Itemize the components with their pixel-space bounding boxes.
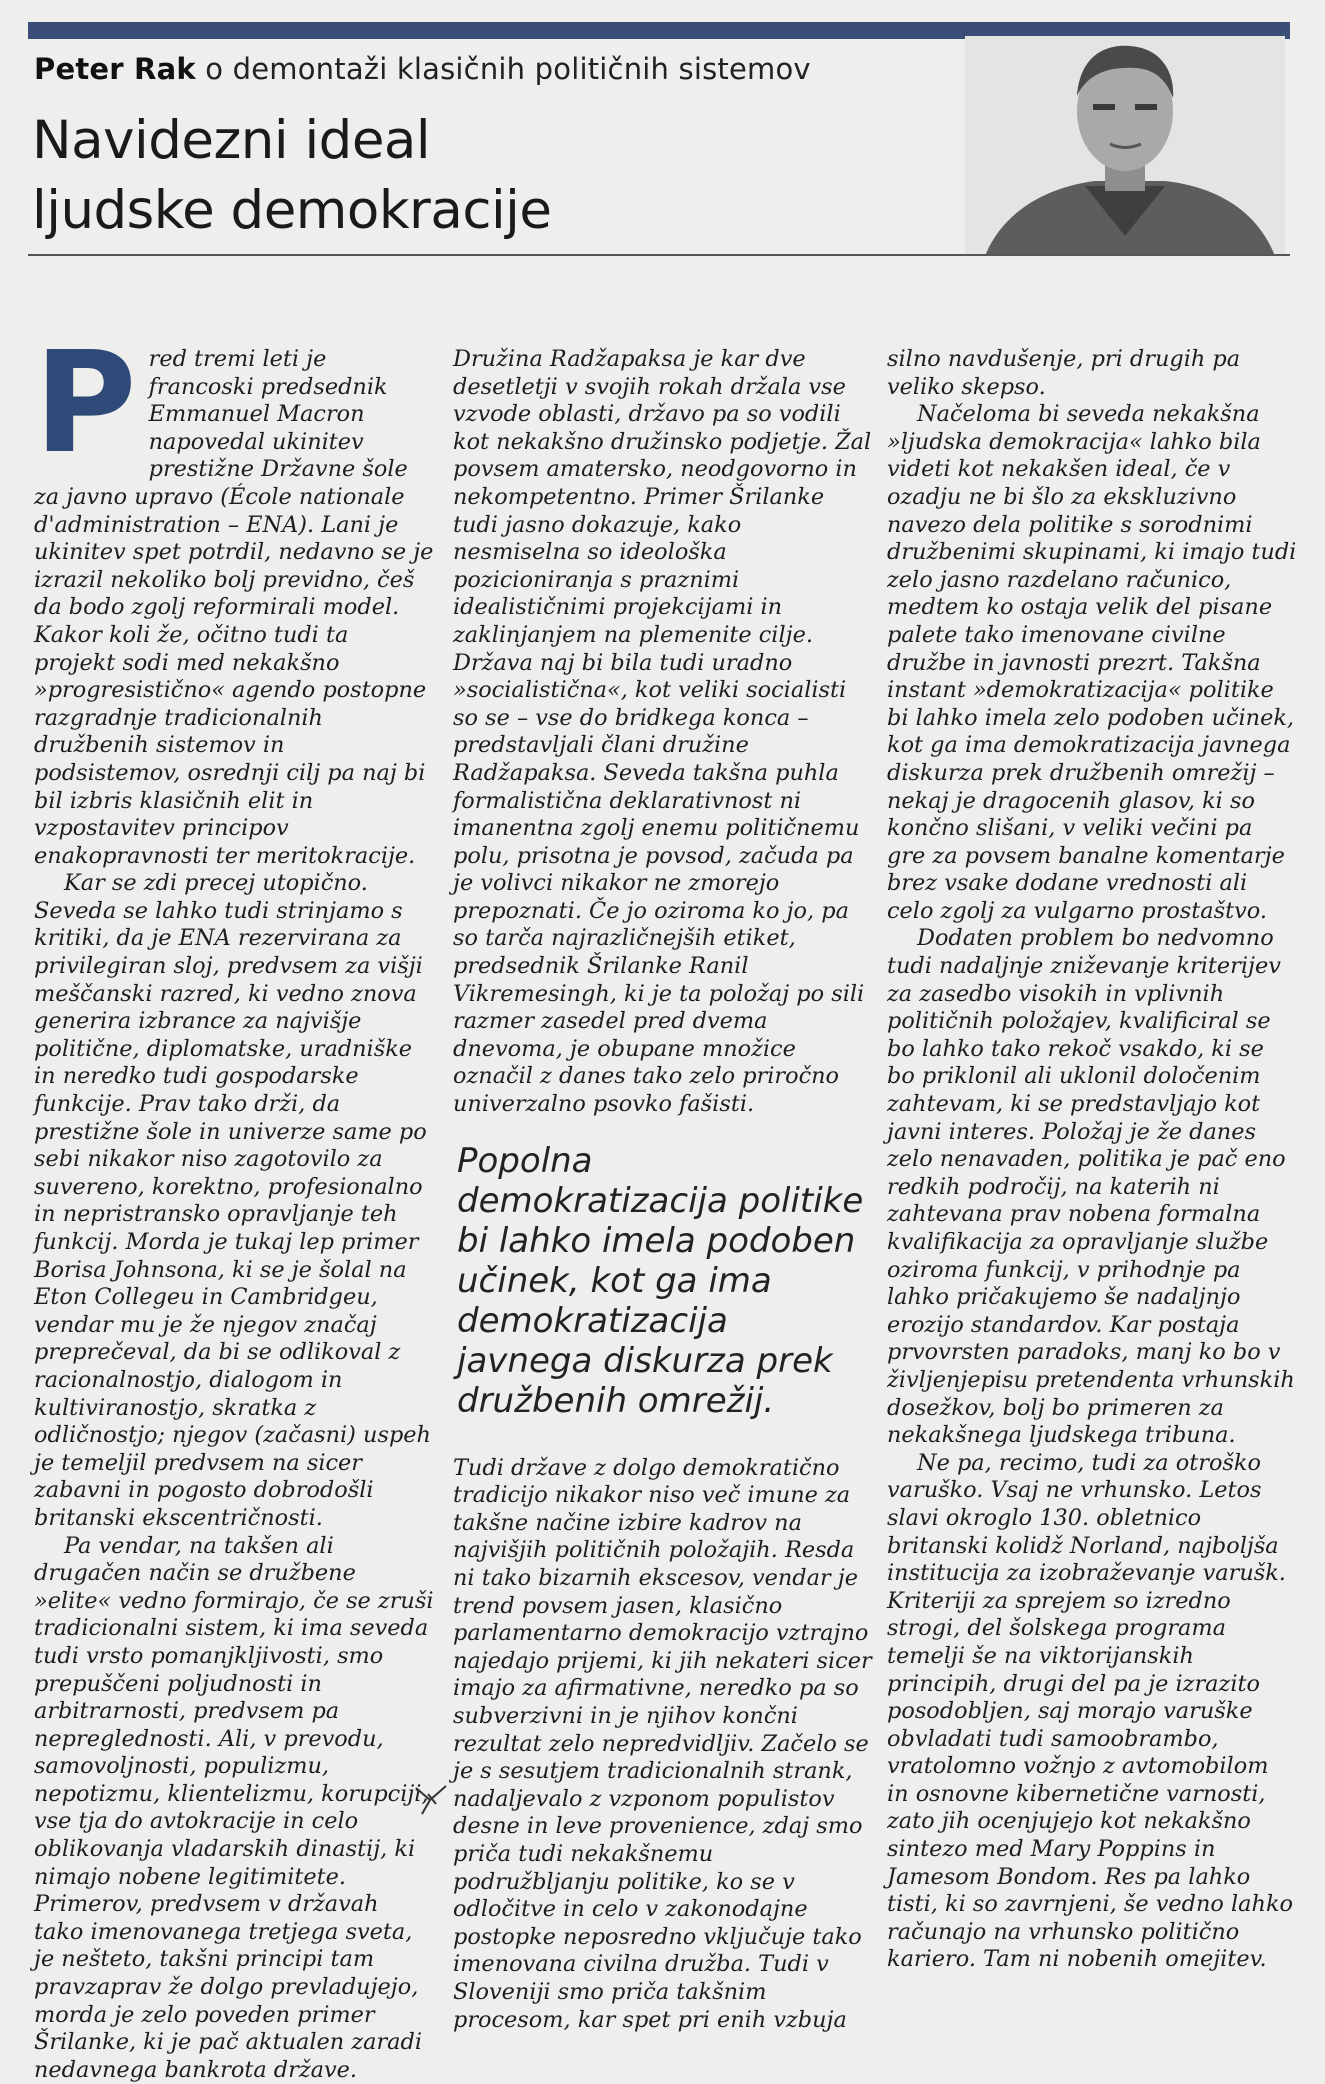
paragraph: Pred tremi leti je francoski predsednik Emmanuel Macron napovedal ukinitev prestižne Državne šole za javno upravo (École nationale d'administration – ENA). Lani je ukinitev spet potrdil, nedavno se je izrazil nekoliko bolj previdno, češ da bodo zgolj reformirali model. Kakor koli že, očitno tudi ta projekt sodi med nekakšno »progresistično« agendo postopne razgradnje tradicionalnih družbenih sistemov in podsistemov, osrednji cilj pa naj bi bil izbris klasičnih elit in vzpostavitev principov enakopravnosti ter meritokracije. bbox=[34, 322, 434, 869]
paragraph: Dodaten problem bo nedvomno tudi nadaljnje zniževanje kriterijev za zasedbo visokih in vplivnih političnih položajev, kvalificiral se bo lahko tako rekoč vsakdo, ki se bo priklonil ali uklonil določenim zahtevam, ki se predstavljajo kot javni interes. Položaj je že danes zelo nenavaden, politika je pač eno redkih področij, na katerih ni zahtevana prav nobena formalna kvalifikacija za opravljanje službe oziroma funkcij, v prihodnje pa lahko pričakujemo še nadaljnjo erozijo standardov. Kar postaja prvovrsten paradoks, manj ko bo v življenjepisu pretendenta vrhunskih dosežkov, bolj bo primeren za nekakšnega ljudskega tribuna. bbox=[887, 925, 1295, 1449]
page-title bbox=[32, 106, 552, 246]
column-2 bbox=[453, 346, 873, 2034]
paragraph: Tudi države z dolgo demokratično tradicijo nikakor niso več imune za takšne načine izbire kadrov na najvišjih političnih položajih. Resda ni tako bizarnih ekscesov, vendar je trend povsem jasen, klasično parlamentarno demokracijo vztrajno najedajo prijemi, ki jih nekateri sicer imajo za afirmativne, neredko pa so subverzivni in je njihov končni rezultat zelo nepredvidljiv. Začelo se je s sesutjem tradicionalnih strank, nadaljevalo z vzponom populistov desne in leve provenience, zdaj smo priča tudi nekakšnemu podružbljanju politike, ko se v odločitve in celo v zakonodajne postopke neposredno vključuje tako imenovana civilna družba. Tudi v Sloveniji smo priča takšnim procesom, kar spet pri enih vzbuja bbox=[453, 1454, 872, 2033]
byline bbox=[34, 52, 811, 86]
title-line-2: ljudske demokracije bbox=[32, 180, 552, 241]
paragraph: Ne pa, recimo, tudi za otroško varuško. Vsaj ne vrhunsko. Letos slavi okroglo 130. obletnico britanski kolidž Norland, najboljša institucija za izobraževanje varušk. Kriteriji za sprejem so izredno strogi, del šolskega programa temelji še na viktorijanskih principih, drugi del pa je izrazito posodobljen, saj morajo varuške obvladati tudi samoobrambo, vratolomno vožnjo z avtomobilom in osnovne kibernetične varnosti, zato jih ocenjujejo kot nekakšno sintezo med Mary Poppins in Jamesom Bondom. Res pa lahko tisti, ki so zavrnjeni, še vedno lahko računajo na vrhunsko politično kariero. Tam ni nobenih omejitev. bbox=[887, 1449, 1293, 1973]
column-1 bbox=[34, 322, 434, 2084]
title-line-1: Navidezni ideal bbox=[32, 110, 431, 171]
paragraph: Pa vendar, na takšen ali drugačen način se družbene »elite« vedno formirajo, če se zruši tradicionalni sistem, ki ima seveda tudi vrsto pomanjkljivosti, smo prepuščeni poljudnosti in arbitrarnosti, predvsem pa nepreglednosti. Ali, v prevodu, samovoljnosti, populizmu, nepotizmu, klientelizmu, korupciji, vse tja do avtokracije in celo oblikovanja vladarskih dinastij, ki nimajo nobene legitimitete. Primerov, predvsem v državah tako imenovanega tretjega sveta, je nešteto, takšni principi tam pravzaprav že dolgo prevladujejo, morda je zelo poveden primer Šrilanke, ki je pač aktualen zaradi nedavnega bankrota države. bbox=[34, 1532, 434, 2083]
paragraph: Načeloma bi seveda nekakšna »ljudska demokracija« lahko bila videti kot nekakšen ideal, če v ozadju ne bi šlo za ekskluzivno navezo dela politike s sorodnimi družbenimi skupinami, ki imajo tudi zelo jasno razdelano računico, medtem ko ostaja velik del pisane palete tako imenovane civilne družbe in javnosti prezrt. Takšna instant »demokratizacija« politike bi lahko imela zelo podoben učinek, kot ga ima demokratizacija javnega diskurza prek družbenih omrežij – nekaj je dragocenih glasov, ki so končno slišani, v veliki večini pa gre za povsem banalne komentarje brez vsake dodane vrednosti ali celo zgolj za vulgarno prostaštvo. bbox=[887, 401, 1297, 924]
author-name: Peter Rak bbox=[34, 52, 196, 86]
paragraph: silno navdušenje, pri drugih pa veliko skepso. bbox=[887, 346, 1241, 400]
paragraph: Družina Radžapaksa je kar dve desetletji v svojih rokah držala vse vzvode oblasti, državo pa so vodili kot nekakšno družinsko podjetje. Žal povsem amatersko, neodgovorno in nekompetentno. Primer Šrilanke tudi jasno dokazuje, kako nesmiselna so ideološka pozicioniranja s praznimi idealističnimi projekcijami in zaklinjanjem na plemenite cilje. Država naj bi bila tudi uradno »socialistična«, kot veliki socialisti so se – vse do bridkega konca – predstavljali člani družine Radžapaksa. Seveda takšna puhla formalistična deklarativnost ni imanentna zgolj enemu političnemu polu, prisotna je povsod, začuda pa je volivci nikakor ne zmorejo prepoznati. Če jo oziroma ko jo, pa so tarča najrazličnejših etiket, predsednik Šrilanke Ranil Vikremesingh, ki je ta položaj po sili razmer zasedel pred dvema dnevoma, je obupane množice označil z danes tako zelo priročno univerzalno psovko fašisti. bbox=[453, 346, 872, 1118]
author-portrait bbox=[965, 36, 1285, 256]
column-3 bbox=[887, 346, 1297, 1974]
pen-mark-icon bbox=[412, 1780, 452, 1820]
paragraph: Kar se zdi precej utopično. Seveda se lahko tudi strinjamo s kritiki, da je ENA rezervirana za privilegiran sloj, predvsem za višji meščanski razred, ki vedno znova generira izbrance za najvišje politične, diplomatske, uradniške in neredko tudi gospodarske funkcije. Prav tako drži, da prestižne šole in univerze same po sebi nikakor niso zagotovilo za suvereno, korektno, profesionalno in nepristransko opravljanje teh funkcij. Morda je tukaj lep primer Borisa Johnsona, ki se je šolal na Eton Collegeu in Cambridgeu, vendar mu je že njegov značaj preprečeval, da bi se odlikoval z racionalnostjo, dialogom in kultiviranostjo, skratka z odličnostjo; njegov (začasni) uspeh je temeljil predvsem na sicer zabavni in pogosto dobrodošli britanski ekscentričnosti. bbox=[34, 870, 431, 1531]
byline-topic: o demontaži klasičnih političnih sistemov bbox=[205, 52, 811, 86]
drop-cap: P bbox=[34, 322, 137, 485]
pull-quote: Popolna demokratizacija politike bi lahko imela podoben učinek, kot ga ima demokratizacija javnega diskurza prek družbenih omrežij. bbox=[457, 1140, 864, 1421]
header-rule bbox=[28, 254, 1290, 256]
